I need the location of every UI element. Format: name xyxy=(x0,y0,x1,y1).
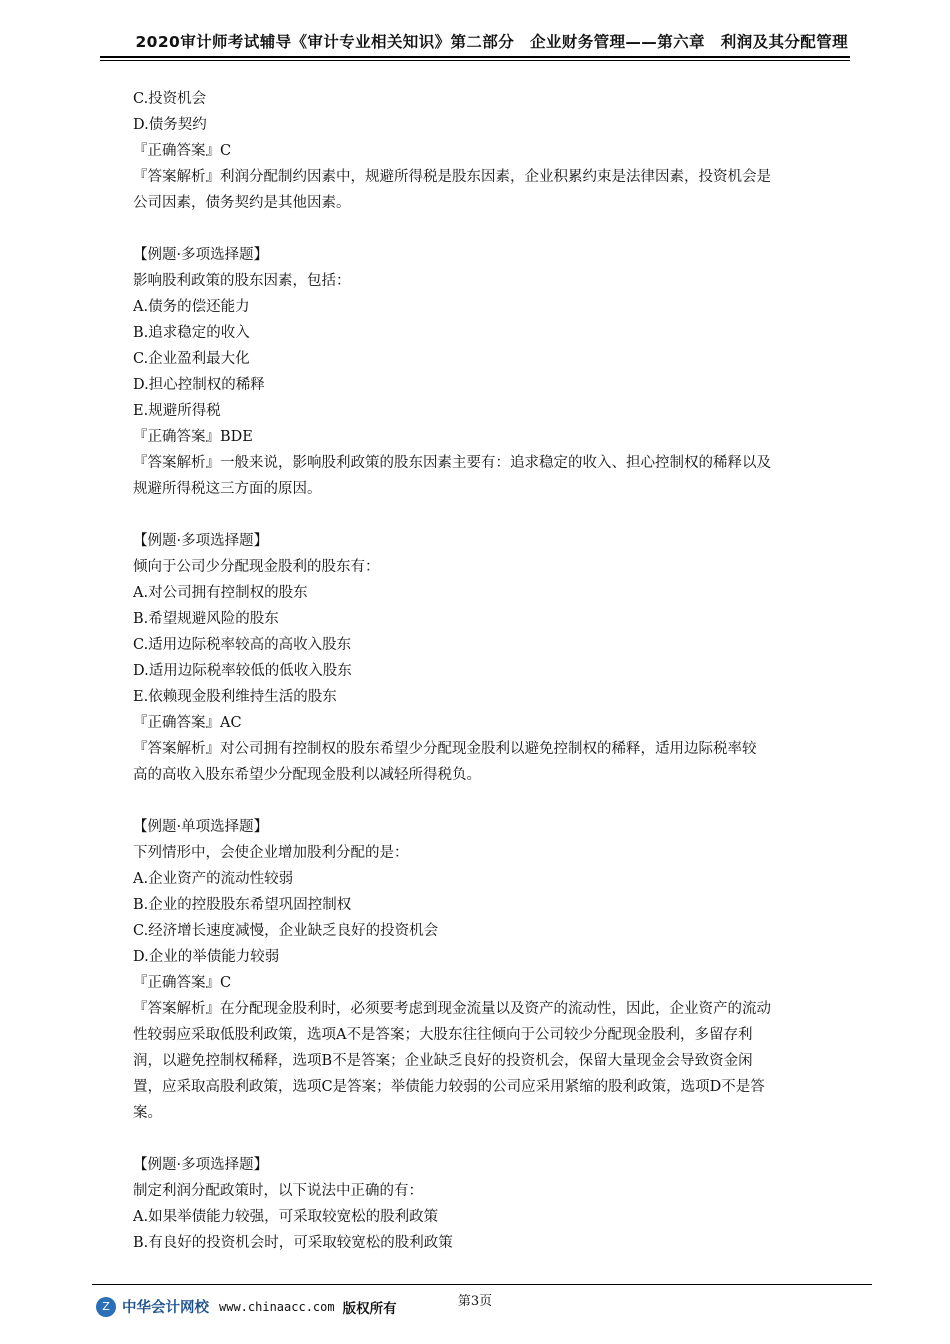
explanation-line: 『答案解析』对公司拥有控制权的股东希望少分配现金股利以避免控制权的稀释，适用边际税率较 xyxy=(133,741,757,757)
question-stem: 制定利润分配政策时，以下说法中正确的有： xyxy=(133,1183,423,1199)
document-body xyxy=(133,86,851,1256)
option: D.债务契约 xyxy=(133,117,207,133)
option: C.投资机会 xyxy=(133,91,207,107)
question-tag: 【例题·单项选择题】 xyxy=(133,819,269,835)
explanation-line: 规避所得税这三方面的原因。 xyxy=(133,481,322,497)
correct-answer: 『正确答案』C xyxy=(133,975,232,991)
header-title: 2020审计师考试辅导《审计专业相关知识》第二部分 企业财务管理——第六章 利润及其分配管理 xyxy=(135,33,848,51)
option: A.债务的偿还能力 xyxy=(133,299,250,315)
question-stem: 倾向于公司少分配现金股利的股东有： xyxy=(133,559,380,575)
option: B.希望规避风险的股东 xyxy=(133,611,279,627)
explanation-line: 公司因素，债务契约是其他因素。 xyxy=(133,195,351,211)
question-tag: 【例题·多项选择题】 xyxy=(133,533,269,549)
option: E.依赖现金股利维持生活的股东 xyxy=(133,689,337,705)
option: A.对公司拥有控制权的股东 xyxy=(133,585,308,601)
footer-rule xyxy=(92,1284,872,1285)
question-tag: 【例题·多项选择题】 xyxy=(133,247,269,263)
chinaacc-logo-icon: Z xyxy=(96,1297,116,1317)
correct-answer: 『正确答案』BDE xyxy=(133,429,253,445)
page-header xyxy=(100,30,848,52)
explanation-line: 『答案解析』一般来说，影响股利政策的股东因素主要有：追求稳定的收入、担心控制权的稀释以及 xyxy=(133,455,771,471)
correct-answer: 『正确答案』AC xyxy=(133,715,242,731)
explanation-line: 性较弱应采取低股利政策，选项A不是答案；大股东往往倾向于公司较少分配现金股利，多留存利 xyxy=(133,1027,753,1043)
copyright-text: 版权所有 xyxy=(342,1300,397,1317)
option: A.企业资产的流动性较弱 xyxy=(133,871,294,887)
header-rule-thick xyxy=(100,56,850,58)
header-rule-thin xyxy=(100,60,850,61)
option: C.企业盈利最大化 xyxy=(133,351,250,367)
explanation-line: 置，应采取高股利政策，选项C是答案；举债能力较弱的公司应采用紧缩的股利政策，选项D不是答 xyxy=(133,1079,765,1095)
explanation-line: 『答案解析』利润分配制约因素中，规避所得税是股东因素，企业积累约束是法律因素，投资机会是 xyxy=(133,169,771,185)
question-stem: 影响股利政策的股东因素，包括： xyxy=(133,273,351,289)
option: C.适用边际税率较高的高收入股东 xyxy=(133,637,352,653)
explanation-line: 高的高收入股东希望少分配现金股利以减轻所得税负。 xyxy=(133,767,481,783)
logo-name: 中华会计网校 xyxy=(122,1300,209,1316)
footer-logo xyxy=(96,1296,397,1317)
question-tag: 【例题·多项选择题】 xyxy=(133,1157,269,1173)
page-number: 第3页 xyxy=(457,1294,493,1309)
option: D.企业的举债能力较弱 xyxy=(133,949,280,965)
explanation-line: 『答案解析』在分配现金股利时，必须要考虑到现金流量以及资产的流动性，因此，企业资产的流动 xyxy=(133,1001,771,1017)
question-stem: 下列情形中，会使企业增加股利分配的是： xyxy=(133,845,409,861)
explanation-line: 润，以避免控制权稀释，选项B不是答案；企业缺乏良好的投资机会，保留大量现金会导致资金闲 xyxy=(133,1053,753,1069)
option: B.企业的控股股东希望巩固控制权 xyxy=(133,897,352,913)
option: D.担心控制权的稀释 xyxy=(133,377,265,393)
site-url: www.chinaacc.com xyxy=(219,1299,335,1314)
option: D.适用边际税率较低的低收入股东 xyxy=(133,663,352,679)
explanation-line: 案。 xyxy=(133,1105,162,1121)
option: E.规避所得税 xyxy=(133,403,221,419)
option: A.如果举债能力较强，可采取较宽松的股利政策 xyxy=(133,1209,439,1225)
option: B.追求稳定的收入 xyxy=(133,325,250,341)
option: C.经济增长速度减慢，企业缺乏良好的投资机会 xyxy=(133,923,439,939)
correct-answer: 『正确答案』C xyxy=(133,143,232,159)
option: B.有良好的投资机会时，可采取较宽松的股利政策 xyxy=(133,1235,453,1251)
